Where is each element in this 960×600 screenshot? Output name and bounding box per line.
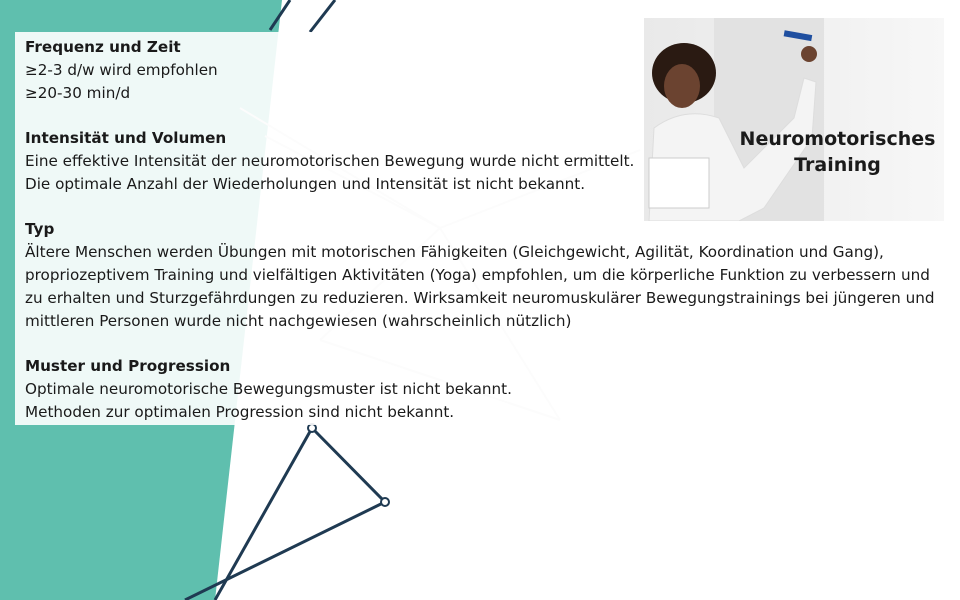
section-intensity (25, 127, 955, 196)
section-heading: Typ (25, 220, 55, 238)
node-dot (381, 498, 389, 506)
section-pattern (25, 355, 955, 424)
text-line: ≥2-3 d/w wird empfohlen (25, 61, 218, 79)
text-paragraph: Ältere Menschen werden Übungen mit motorischen Fähigkeiten (Gleichgewicht, Agilität, Koordination und Gang), propriozeptivem Training und vielfältigen Aktivitäten (Yoga) empfohlen, um die körperliche Funktion zu verbessern und zu erhalten und Sturzgefährdungen zu reduzieren. Wirksamkeit neuromuskulärer Bewegungstrainings bei jüngeren und mittleren Personen wurde nicht nachgewiesen (wahrscheinlich nützlich) (25, 243, 935, 330)
section-heading: Frequenz und Zeit (25, 38, 181, 56)
text-line: Eine effektive Intensität der neuromotorischen Bewegung wurde nicht ermittelt. (25, 152, 635, 170)
section-heading: Intensität und Volumen (25, 129, 227, 147)
text-line: ≥20-30 min/d (25, 84, 131, 102)
section-heading: Muster und Progression (25, 357, 231, 375)
section-type (25, 218, 955, 333)
photo-caption: Neuromotorisches Training (739, 128, 936, 176)
text-line: Die optimale Anzahl der Wiederholungen und Intensität ist nicht bekannt. (25, 175, 586, 193)
text-line: Optimale neuromotorische Bewegungsmuster ist nicht bekannt. (25, 380, 512, 398)
content-block (25, 36, 955, 446)
section-frequency (25, 36, 955, 105)
text-line: Methoden zur optimalen Progression sind nicht bekannt. (25, 403, 455, 421)
